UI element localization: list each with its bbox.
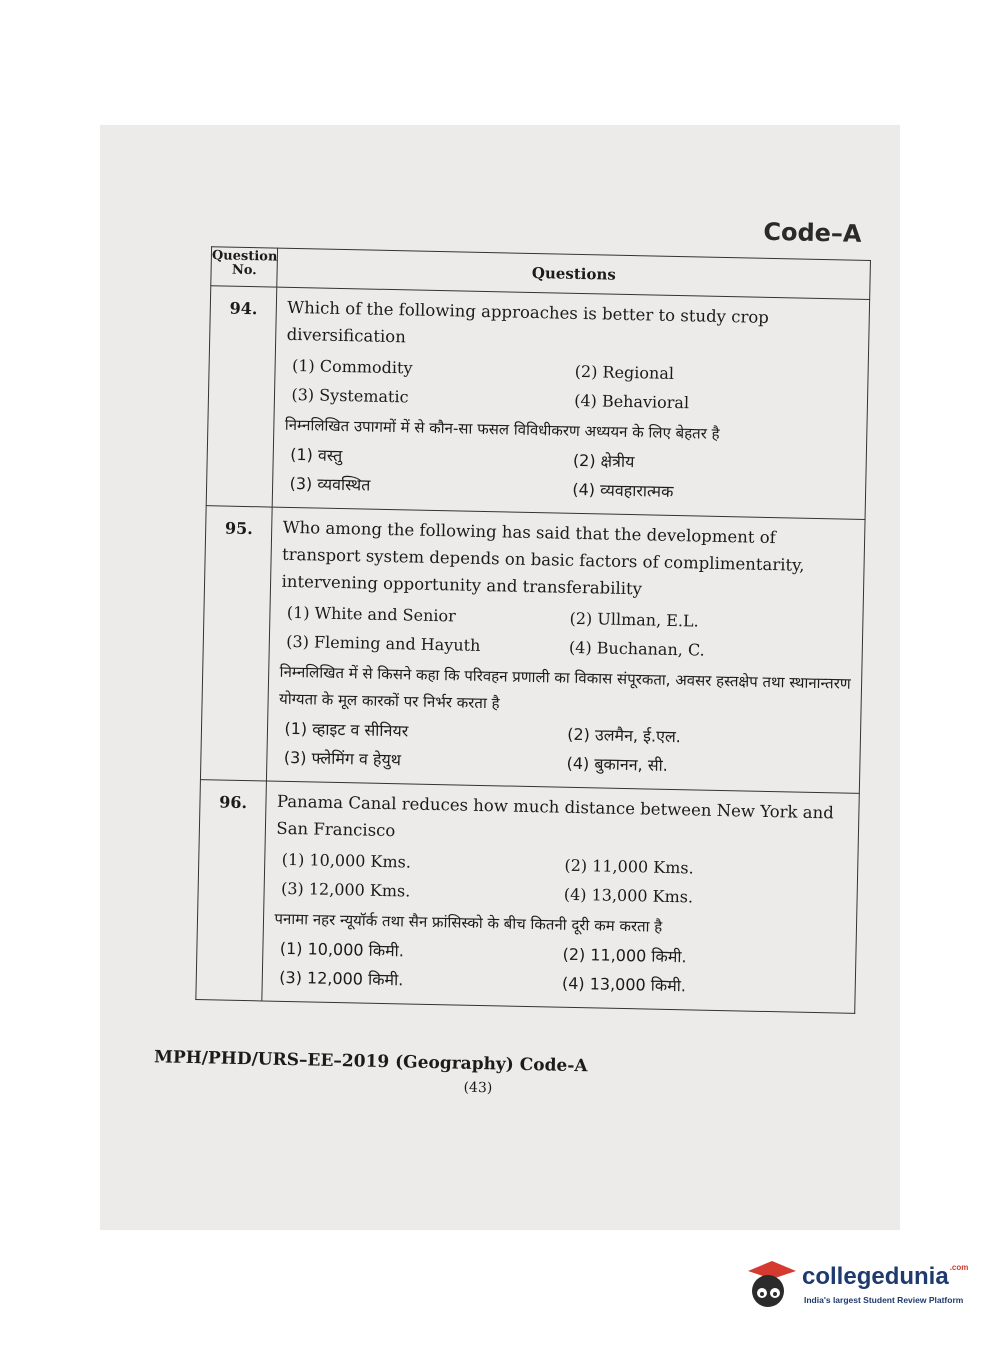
options-hi (279, 935, 846, 1003)
option-3: (3) Fleming and Hayuth (286, 631, 481, 655)
logo-com: .com (949, 1263, 969, 1272)
option-2-hi: (2) 11,000 किमी. (562, 944, 687, 967)
question-text-hi: पनामा नहर न्यूयॉर्क तथा सैन फ्रांसिस्को के बीच कितनी दूरी कम करता है (274, 909, 663, 936)
exam-sheet (100, 125, 900, 1230)
option-3-hi: (3) फ्लेमिंग व हेयुथ (283, 747, 402, 770)
page-number: (43) (463, 1079, 493, 1097)
option-4: (4) 13,000 Kms. (563, 884, 694, 907)
question-text-en: Who among the following has said that the development of transport system depends on basic factors of complimentarity, intervening opportunity and transferability (281, 517, 805, 599)
option-2: (2) Regional (574, 361, 675, 383)
option-1: (1) White and Senior (286, 602, 456, 626)
question-number: 96. (196, 780, 267, 1001)
option-4-hi: (4) बुकानन, सी. (566, 753, 669, 775)
logo-name: collegedunia (802, 1263, 949, 1290)
option-4-hi: (4) 13,000 किमी. (561, 973, 687, 996)
option-3: (3) Systematic (291, 384, 409, 407)
question-no-header: Question No. (211, 247, 278, 287)
code-label: Code–A (763, 217, 862, 248)
question-text-en: Which of the following approaches is better to study crop diversification (286, 297, 770, 347)
option-4: (4) Buchanan, C. (568, 637, 705, 660)
question-row (196, 780, 859, 1014)
questions-header: Questions (277, 248, 870, 299)
options-en (286, 599, 853, 667)
question-row (200, 506, 865, 794)
option-3-hi: (3) व्यवस्थित (289, 473, 371, 495)
option-1-hi: (1) 10,000 किमी. (279, 938, 405, 961)
scanned-page (100, 125, 900, 1230)
question-number: 95. (200, 506, 272, 781)
option-1: (1) Commodity (291, 355, 413, 378)
option-2: (2) Ullman, E.L. (569, 608, 699, 631)
collegedunia-logo (742, 1255, 972, 1315)
options-hi (284, 715, 851, 783)
question-body (267, 507, 865, 793)
options-hi (289, 441, 856, 509)
option-2: (2) 11,000 Kms. (564, 855, 694, 878)
option-3: (3) 12,000 Kms. (280, 878, 411, 901)
option-1-hi: (1) वस्तु (290, 444, 343, 466)
option-2-hi: (2) उलमैन, ई.एल. (566, 724, 682, 747)
question-text-hi: निम्नलिखित उपागमों में से कौन-सा फसल विविधीकरण अध्ययन के लिए बेहतर है (284, 415, 720, 443)
logo-tagline: India's largest Student Review Platform (804, 1295, 964, 1305)
question-body (273, 287, 870, 519)
option-2-hi: (2) क्षेत्रीय (572, 450, 635, 472)
option-1: (1) 10,000 Kms. (281, 849, 412, 872)
question-text-hi: निम्नलिखित में से किसने कहा कि परिवहन प्रणाली का विकास संपूरकता, अवसर हस्तक्षेप तथा स्थानान्तरण योग्यता के मूल कारकों पर निर्भर करता है (278, 662, 851, 713)
footer-title: MPH/PHD/URS–EE–2019 (Geography) Code-A (153, 1047, 588, 1077)
question-body (262, 781, 859, 1013)
option-3-hi: (3) 12,000 किमी. (279, 967, 404, 990)
option-4-hi: (4) व्यवहारात्मक (572, 479, 674, 501)
question-number: 94. (206, 286, 277, 507)
option-4: (4) Behavioral (573, 390, 690, 413)
option-1-hi: (1) व्हाइट व सीनियर (284, 718, 409, 741)
question-text-en: Panama Canal reduces how much distance between New York and San Francisco (276, 791, 834, 841)
graduate-mascot-icon (742, 1257, 798, 1313)
question-table (195, 246, 871, 1014)
options-en (291, 352, 858, 420)
question-row (206, 286, 869, 520)
options-en (281, 846, 848, 914)
